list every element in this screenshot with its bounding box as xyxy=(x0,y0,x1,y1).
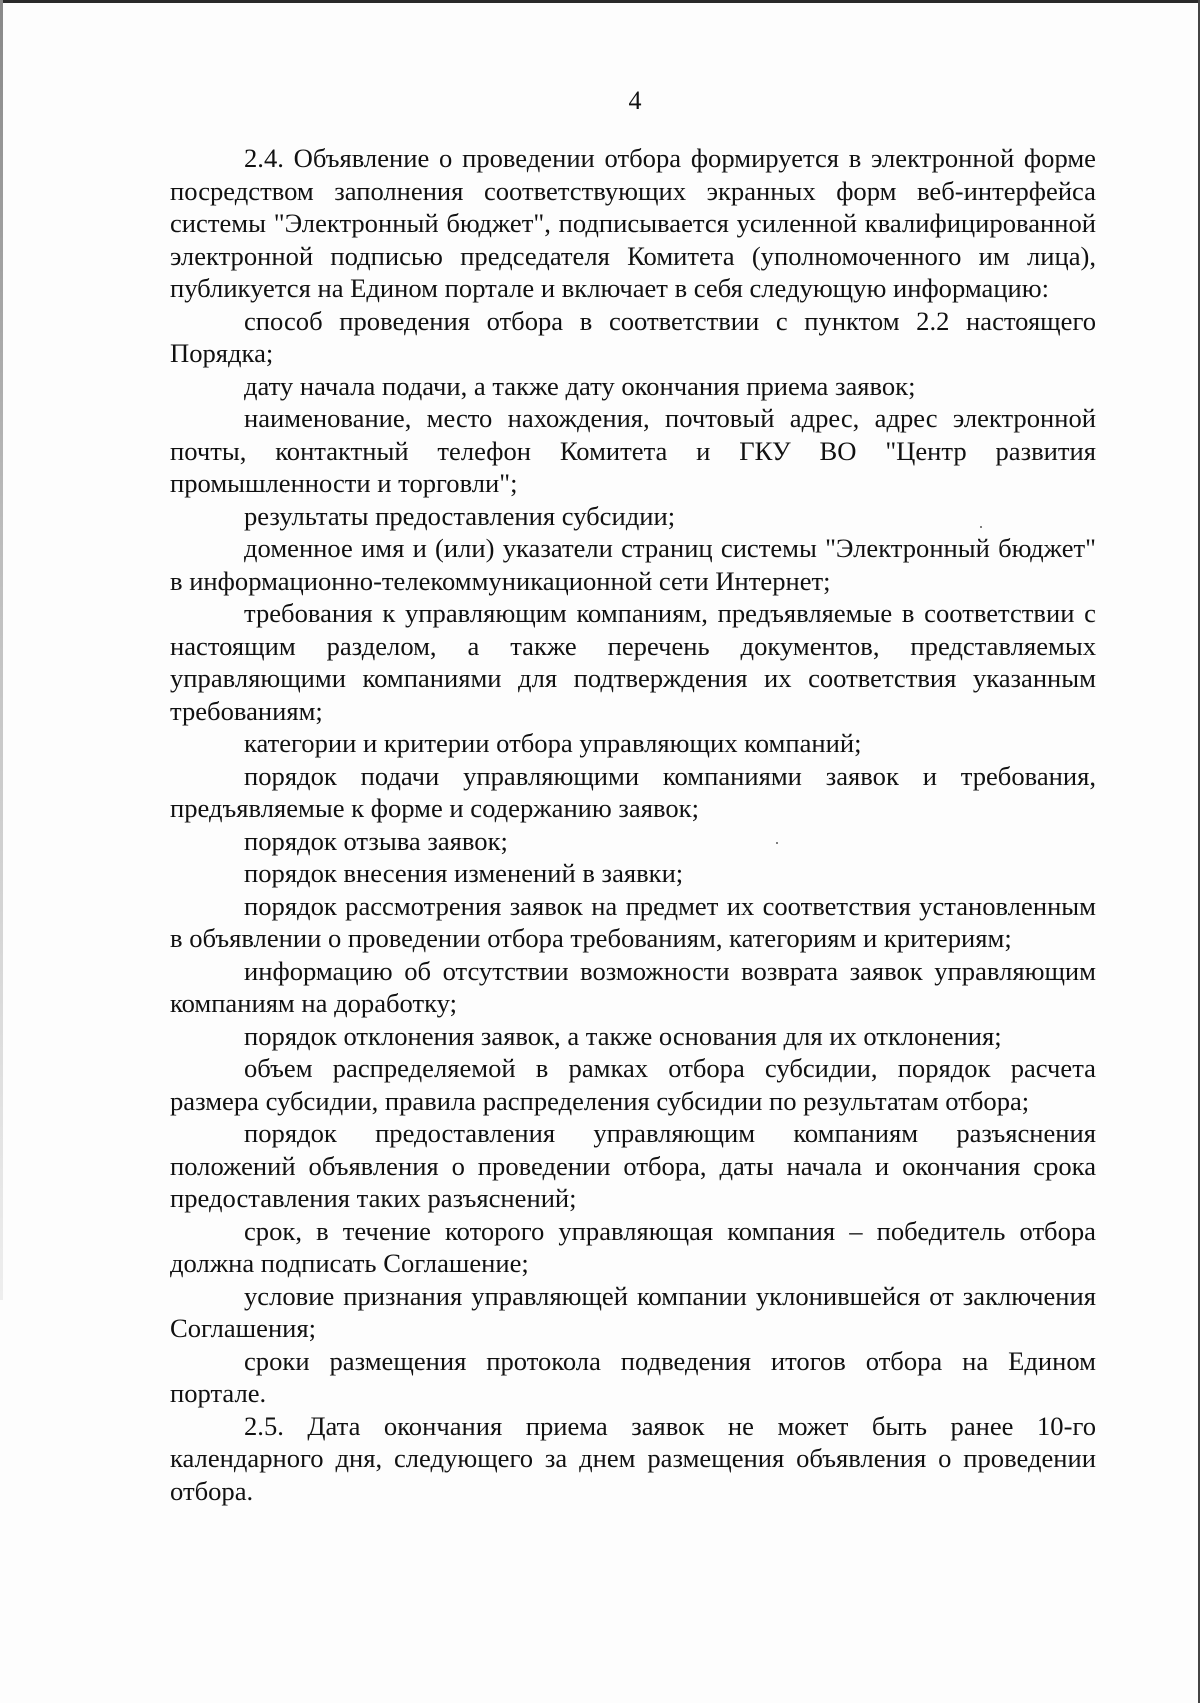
list-item-submission-dates: дату начала подачи, а также дату окончания приема заявок; xyxy=(244,370,916,401)
list-item-committee-contacts: наименование, место нахождения, почтовый адрес, адрес электронной почты, контактный телефон Комитета и ГКУ ВО "Центр развития промышленности и торговли"; xyxy=(170,403,1096,498)
document-body xyxy=(170,142,1096,1507)
scan-speck xyxy=(980,526,982,528)
scan-border-top xyxy=(0,0,1200,3)
list-item-subsidy-volume: объем распределяемой в рамках отбора субсидии, порядок расчета размера субсидии, правила распределения субсидии по результатам отбора; xyxy=(170,1053,1096,1116)
list-item-clarifications: порядок предоставления управляющим компаниям разъяснения положений объявления о проведении отбора, даты начала и окончания срока предоставления таких разъяснений; xyxy=(170,1118,1096,1213)
scan-speck xyxy=(776,842,778,844)
list-item-no-return: информацию об отсутствии возможности возврата заявок управляющим компаниям на доработку; xyxy=(170,955,1096,1018)
scan-shadow-left xyxy=(0,0,3,1300)
list-item-domain-name: доменное имя и (или) указатели страниц системы "Электронный бюджет" в информационно-телекоммуникационной сети Интернет; xyxy=(170,533,1096,596)
list-item-review-procedure: порядок рассмотрения заявок на предмет их соответствия установленным в объявлении о проведении отбора требованиям, категориям и критериям; xyxy=(170,890,1096,953)
list-item-categories-criteria: категории и критерии отбора управляющих компаний; xyxy=(244,728,862,758)
list-item-protocol-terms: сроки размещения протокола подведения итогов отбора на Едином портале. xyxy=(170,1345,1096,1408)
page-number: 4 xyxy=(628,86,642,115)
list-item-amendments: порядок внесения изменений в заявки; xyxy=(244,858,684,888)
list-item-rejection: порядок отклонения заявок, а также основания для их отклонения; xyxy=(244,1020,1002,1051)
list-item-subsidy-results: результаты предоставления субсидии; xyxy=(244,500,676,531)
list-item-requirements: требования к управляющим компаниям, предъявляемые в соответствии с настоящим разделом, а также перечень документов, представляемых управляющими компаниями для подтверждения их соответствия указанным требованиям; xyxy=(170,598,1096,726)
list-item-submission-procedure: порядок подачи управляющими компаниями заявок и требования, предъявляемые к форме и содержанию заявок; xyxy=(170,760,1096,823)
paragraph-2-5: 2.5. Дата окончания приема заявок не может быть ранее 10-го календарного дня, следующего за днем размещения объявления о проведении отбора. xyxy=(170,1410,1096,1506)
list-item-evasion-condition: условие признания управляющей компании уклонившейся от заключения Соглашения; xyxy=(170,1280,1096,1343)
list-item-agreement-deadline: срок, в течение которого управляющая компания – победитель отбора должна подписать Соглашение; xyxy=(170,1215,1096,1278)
paragraph-2-4: 2.4. Объявление о проведении отбора формируется в электронной форме посредством заполнения соответствующих экранных форм веб-интерфейса системы "Электронный бюджет", подписывается усиленной квалифицированной электронной подписью председателя Комитета (уполномоченного им лица), публикуется на Едином портале и включает в себя следующую информацию: xyxy=(170,143,1096,303)
list-item-selection-method: способ проведения отбора в соответствии с пунктом 2.2 настоящего Порядка; xyxy=(170,305,1096,368)
list-item-withdrawal: порядок отзыва заявок; xyxy=(244,825,508,856)
